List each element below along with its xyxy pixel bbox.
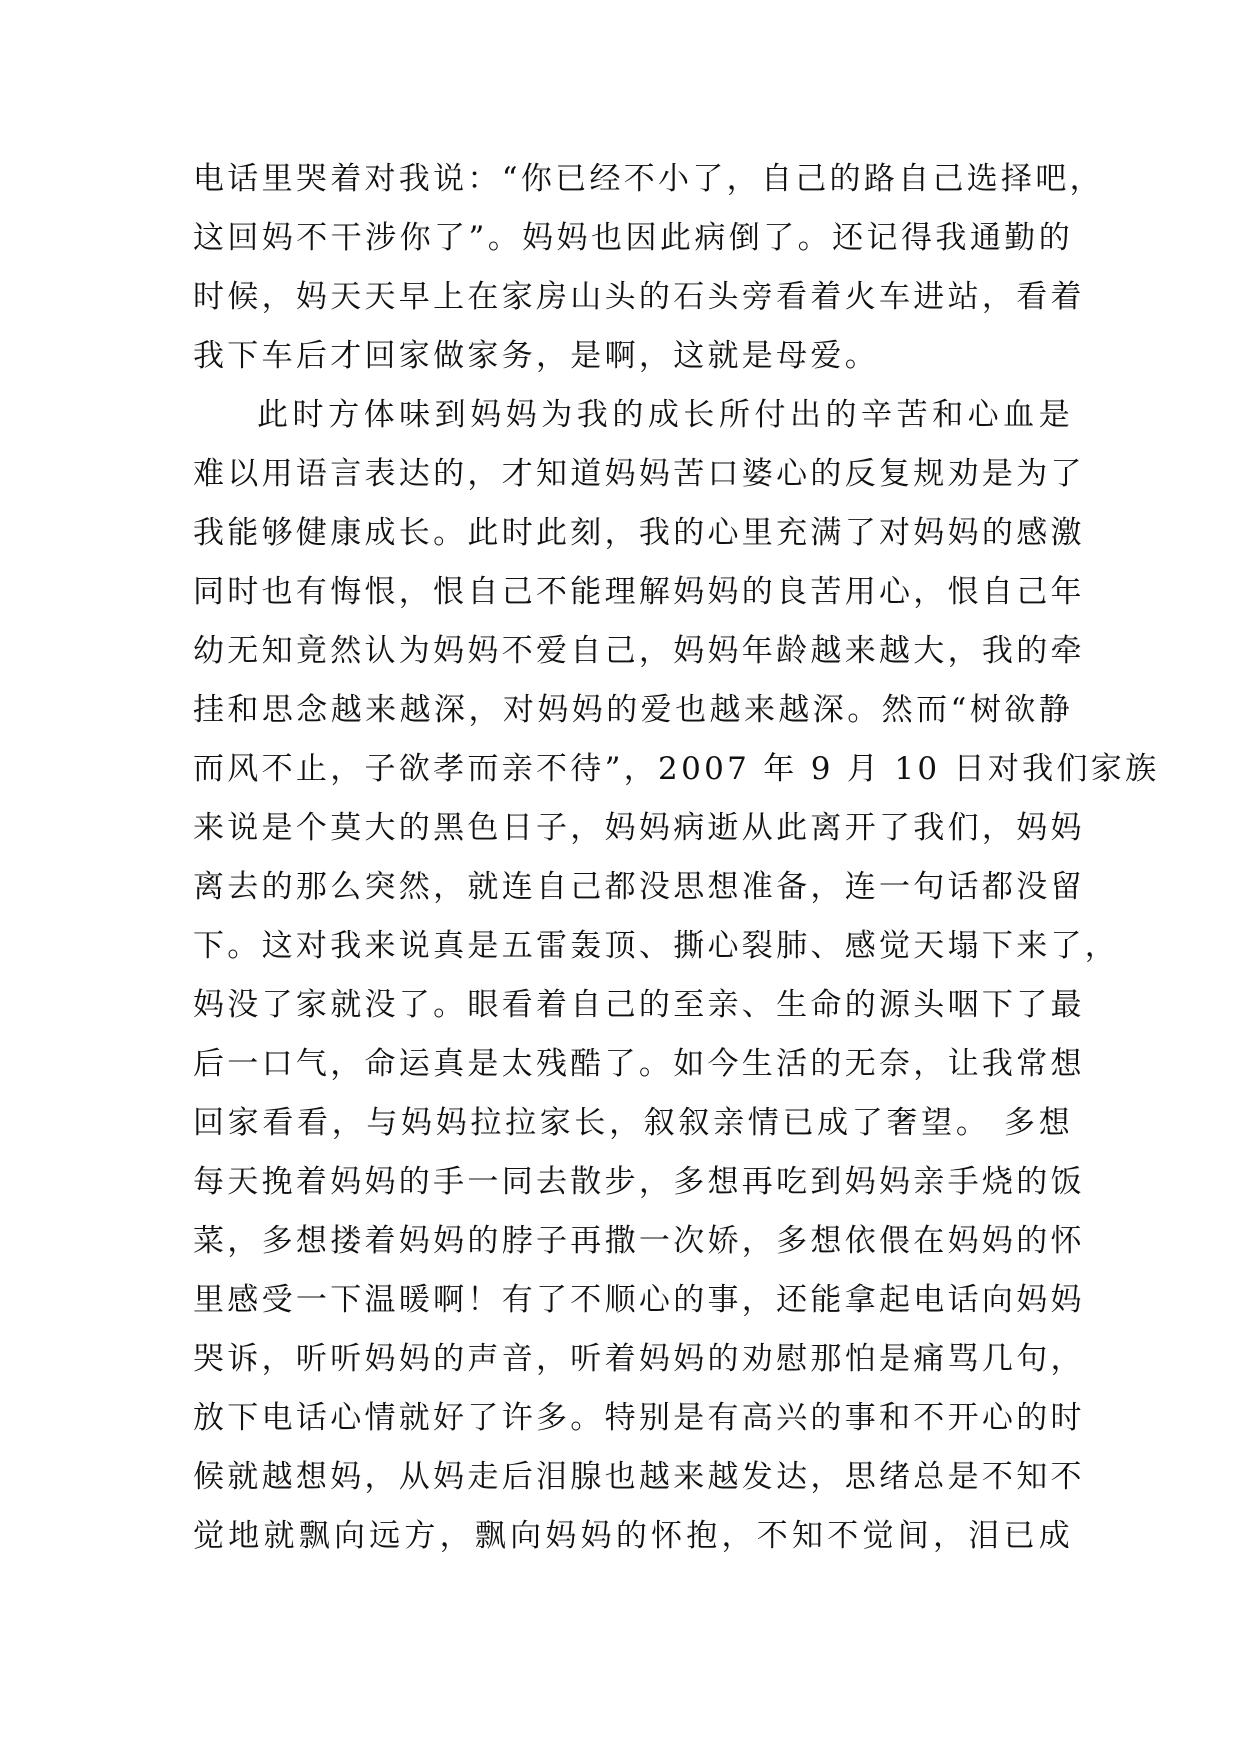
text-line: 里感受一下温暖啊！有了不顺心的事，还能拿起电话向妈妈 [193, 1282, 1085, 1318]
text-line: 这回妈不干涉你了”。妈妈也因此病倒了。还记得我通勤的 [193, 220, 1073, 256]
text-line: 来说是个莫大的黑色日子，妈妈病逝从此离开了我们，妈妈 [193, 810, 1085, 846]
text-line: 菜，多想搂着妈妈的脖子再撒一次娇，多想依偎在妈妈的怀 [193, 1223, 1085, 1259]
text-line: 妈没了家就没了。眼看着自己的至亲、生命的源头咽下了最 [193, 987, 1085, 1023]
text-line: 后一口气，命运真是太残酷了。如今生活的无奈，让我常想 [193, 1046, 1085, 1082]
text-line: 同时也有悔恨，恨自己不能理解妈妈的良苦用心，恨自己年 [193, 574, 1085, 610]
text-line: 挂和思念越来越深，对妈妈的爱也越来越深。然而“树欲静 [193, 692, 1073, 728]
text-line: 时候，妈天天早上在家房山头的石头旁看着火车进站，看着 [193, 279, 1085, 315]
text-line: 下。这对我来说真是五雷轰顶、撕心裂肺、感觉天塌下来了， [193, 928, 1120, 964]
text-line: 每天挽着妈妈的手一同去散步，多想再吃到妈妈亲手烧的饭 [193, 1164, 1085, 1200]
text-line: 我能够健康成长。此时此刻，我的心里充满了对妈妈的感激 [193, 515, 1085, 551]
paragraph-first-line: 此时方体味到妈妈为我的成长所付出的辛苦和心血是 [257, 397, 1073, 433]
text-line: 哭诉，听听妈妈的声音，听着妈妈的劝慰那怕是痛骂几句， [193, 1341, 1085, 1377]
text-line: 回家看看，与妈妈拉拉家长，叙叙亲情已成了奢望。 多想 [193, 1105, 1073, 1141]
text-line: 而风不止，子欲孝而亲不待”，2007 年 9 月 10 日对我们家族 [193, 751, 1160, 787]
text-line: 放下电话心情就好了许多。特别是有高兴的事和不开心的时 [193, 1400, 1085, 1436]
text-line: 幼无知竟然认为妈妈不爱自己，妈妈年龄越来越大，我的牵 [193, 633, 1085, 669]
text-line: 觉地就飘向远方，飘向妈妈的怀抱，不知不觉间，泪已成 [193, 1518, 1073, 1554]
text-line: 我下车后才回家做家务，是啊，这就是母爱。 [193, 338, 879, 374]
text-line: 难以用语言表达的，才知道妈妈苦口婆心的反复规劝是为了 [193, 456, 1085, 492]
body-text [193, 150, 1160, 1566]
text-line: 电话里哭着对我说：“你已经不小了，自己的路自己选择吧， [193, 161, 1104, 197]
text-line: 候就越想妈，从妈走后泪腺也越来越发达，思绪总是不知不 [193, 1459, 1085, 1495]
text-line: 离去的那么突然，就连自己都没思想准备，连一句话都没留 [193, 869, 1085, 905]
